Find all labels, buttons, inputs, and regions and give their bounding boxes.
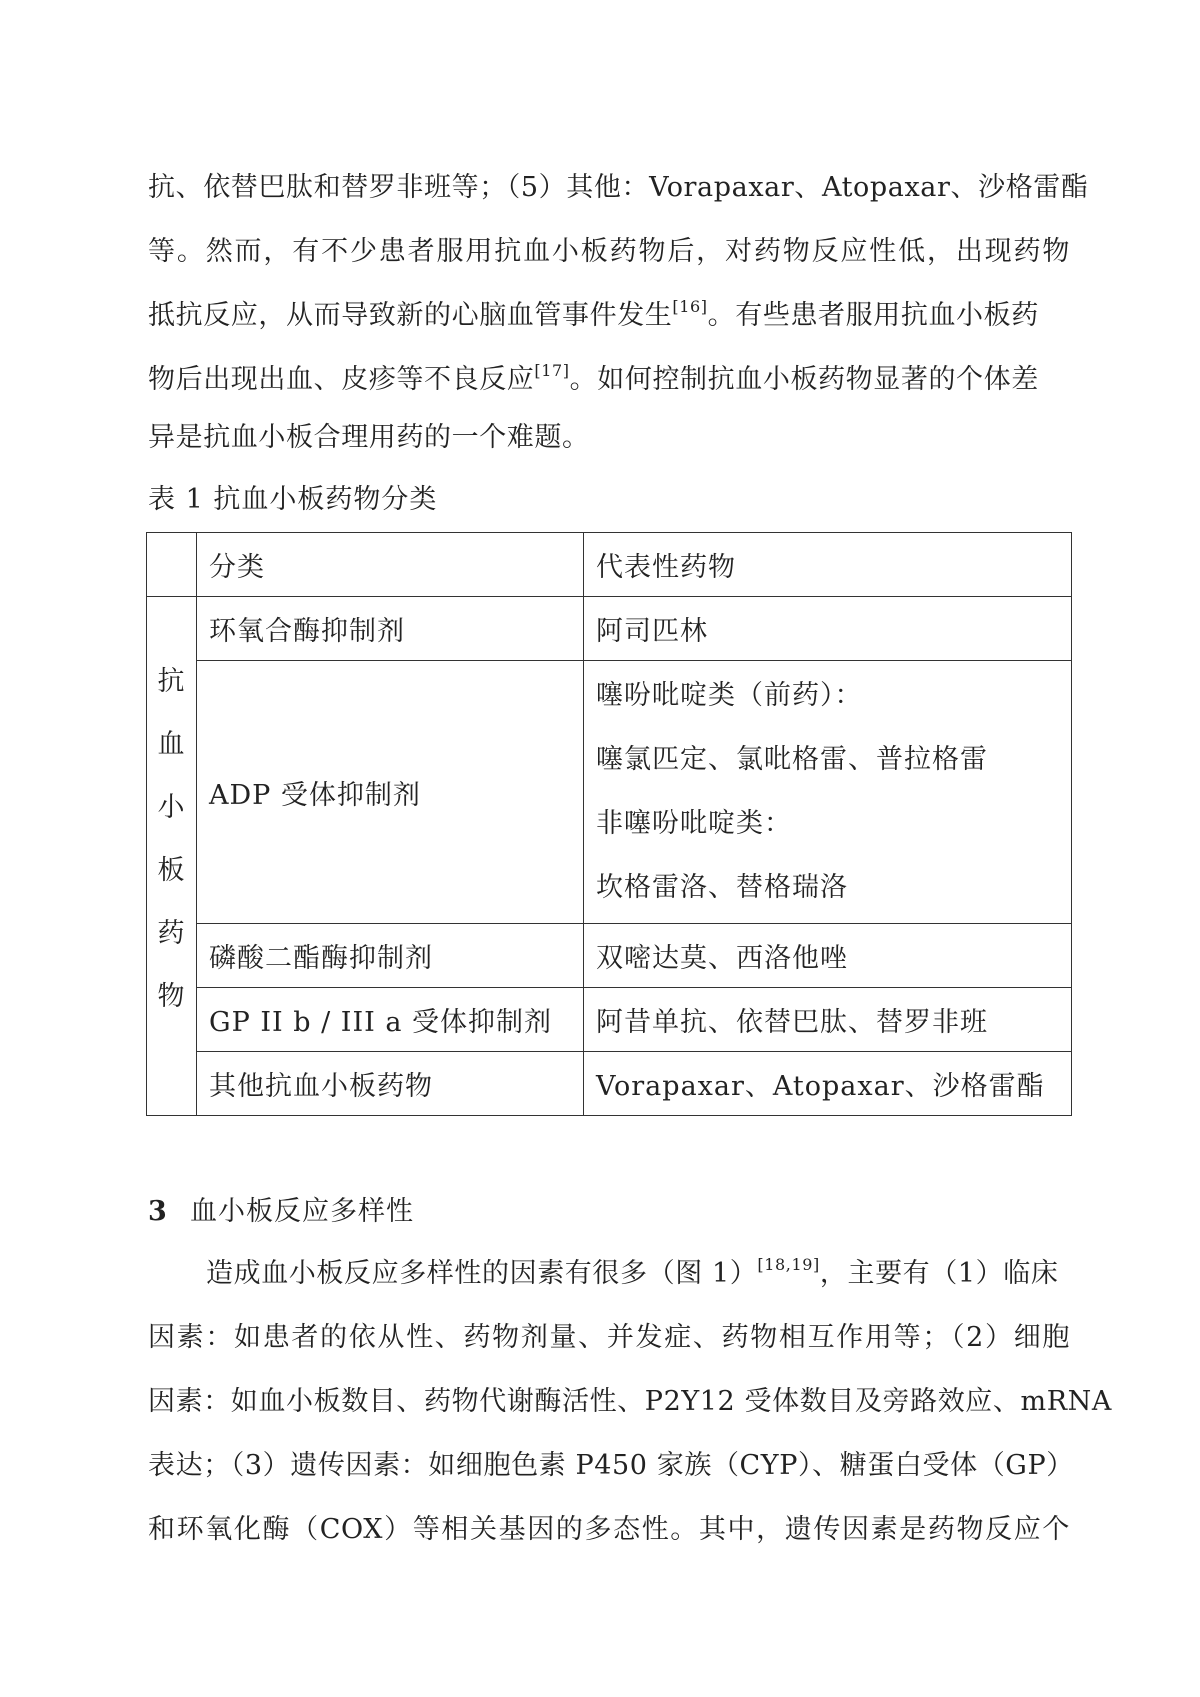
paragraph-line: 因素：如血小板数目、药物代谢酶活性、P2Y12 受体数目及旁路效应、mRNA bbox=[148, 1386, 1112, 1417]
drugs-cell bbox=[584, 661, 1072, 924]
header-category: 分类 bbox=[197, 533, 584, 597]
table-row bbox=[147, 597, 1072, 661]
citation-ref: [18,19] bbox=[757, 1255, 820, 1274]
drug-line: 噻氯匹定、氯吡格雷、普拉格雷 bbox=[596, 744, 988, 775]
paragraph-line: 异是抗血小板合理用药的一个难题。 bbox=[148, 422, 590, 453]
category-cell: 环氧合酶抑制剂 bbox=[197, 597, 584, 661]
group-label-char: 药 bbox=[157, 918, 186, 949]
paragraph-text: 抵抗反应，从而导致新的心脑血管事件发生 bbox=[148, 300, 673, 331]
category-cell: ADP 受体抑制剂 bbox=[197, 661, 584, 924]
group-label-char: 小 bbox=[157, 792, 186, 823]
group-label-char: 物 bbox=[157, 981, 186, 1012]
paragraph-text: 物后出现出血、皮疹等不良反应 bbox=[148, 364, 535, 395]
paragraph-line: 等。然而，有不少患者服用抗血小板药物后，对药物反应性低，出现药物 bbox=[148, 236, 1070, 267]
table-row bbox=[147, 1052, 1072, 1116]
paragraph-text: 造成血小板反应多样性的因素有很多（图 1） bbox=[206, 1258, 758, 1289]
category-cell: GP II b / III a 受体抑制剂 bbox=[197, 988, 584, 1052]
paragraph-text: 。如何控制抗血小板药物显著的个体差 bbox=[569, 364, 1039, 395]
drugs-cell: 阿司匹林 bbox=[584, 597, 1072, 661]
citation-ref: [16] bbox=[672, 297, 708, 316]
paragraph-line bbox=[148, 360, 1070, 400]
paragraph-text: ，主要有（1）临床 bbox=[819, 1258, 1059, 1289]
category-cell: 磷酸二酯酶抑制剂 bbox=[197, 924, 584, 988]
group-label-char: 板 bbox=[157, 855, 186, 886]
group-label-char: 血 bbox=[157, 729, 186, 760]
header-drugs: 代表性药物 bbox=[584, 533, 1072, 597]
table-row bbox=[147, 988, 1072, 1052]
paragraph-text: 。有些患者服用抗血小板药 bbox=[707, 300, 1039, 331]
table-caption: 表 1 抗血小板药物分类 bbox=[148, 484, 438, 515]
group-label-cell bbox=[147, 597, 197, 1116]
drug-line: 噻吩吡啶类（前药）： bbox=[596, 680, 863, 711]
paragraph-line: 和环氧化酶（COX）等相关基因的多态性。其中，遗传因素是药物反应个 bbox=[148, 1514, 1070, 1545]
table-row bbox=[147, 924, 1072, 988]
table-header-row bbox=[147, 533, 1072, 597]
paragraph-line: 抗、依替巴肽和替罗非班等；（5）其他：Vorapaxar、Atopaxar、沙格雷酯 bbox=[148, 172, 1089, 203]
section-title: 血小板反应多样性 bbox=[190, 1196, 414, 1227]
group-label-char: 抗 bbox=[157, 666, 186, 697]
paragraph-line: 因素：如患者的依从性、药物剂量、并发症、药物相互作用等；（2）细胞 bbox=[148, 1322, 1070, 1353]
paragraph-line bbox=[148, 296, 1070, 336]
section-number: 3 bbox=[148, 1196, 167, 1227]
category-cell: 其他抗血小板药物 bbox=[197, 1052, 584, 1116]
drugs-cell: 阿昔单抗、依替巴肽、替罗非班 bbox=[584, 988, 1072, 1052]
section-heading bbox=[148, 1192, 414, 1232]
citation-ref: [17] bbox=[534, 361, 570, 380]
table-row bbox=[147, 661, 1072, 924]
drug-line: 非噻吩吡啶类： bbox=[596, 808, 792, 839]
drugs-cell: Vorapaxar、Atopaxar、沙格雷酯 bbox=[584, 1052, 1072, 1116]
drugs-cell: 双嘧达莫、西洛他唑 bbox=[584, 924, 1072, 988]
paragraph-line: 表达；（3）遗传因素：如细胞色素 P450 家族（CYP）、糖蛋白受体（GP） bbox=[148, 1450, 1074, 1481]
drug-classification-table bbox=[146, 532, 1072, 1116]
paragraph-line bbox=[206, 1254, 1070, 1294]
drug-line: 坎格雷洛、替格瑞洛 bbox=[596, 872, 848, 903]
table-corner-cell bbox=[147, 533, 197, 597]
